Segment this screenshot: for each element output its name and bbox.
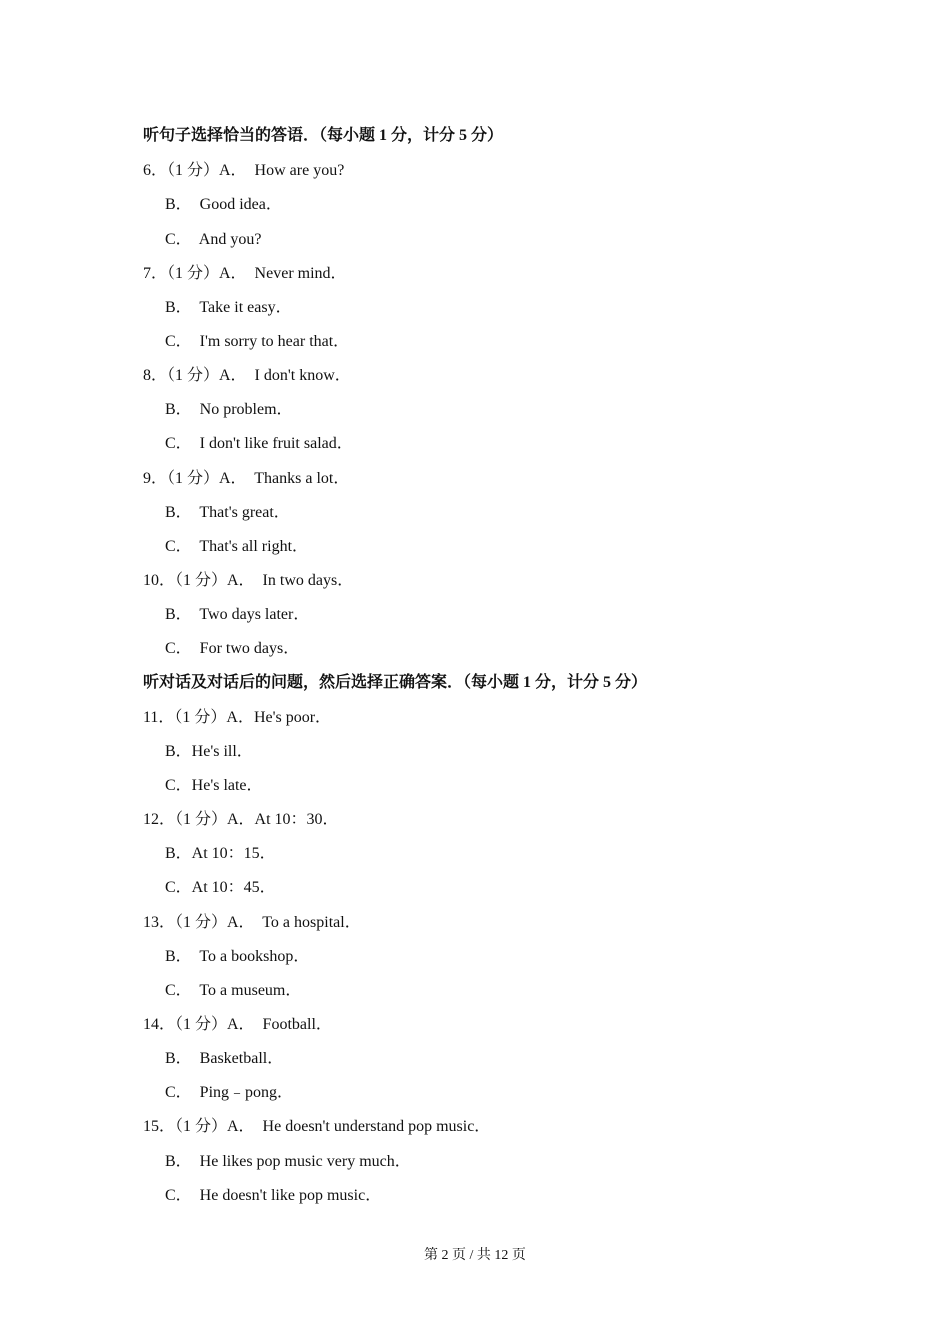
question-15-option-b: B． He likes pop music very much． <box>165 1153 411 1170</box>
question-9-option-c: C． That's all right． <box>165 538 309 555</box>
question-11-option-c: C．He's late． <box>165 777 263 794</box>
page-footer: 第 2 页 / 共 12 页 <box>424 1248 526 1263</box>
question-11-option-a: 11．（1 分）A．He's poor． <box>143 709 332 726</box>
question-7-option-c: C． I'm sorry to hear that． <box>165 333 350 350</box>
question-8-option-c: C． I don't like fruit salad． <box>165 435 353 452</box>
question-10-option-a: 10．（1 分）A． In two days． <box>143 572 354 589</box>
question-15-option-a: 15．（1 分）A． He doesn't understand pop music． <box>143 1118 491 1135</box>
section-heading-listening-dialogues: 听对话及对话后的问题，然后选择正确答案．（每小题 1 分，计分 5 分） <box>143 674 648 691</box>
question-6-option-a: 6．（1 分）A． How are you? <box>143 162 345 179</box>
question-12-option-a: 12．（1 分）A．At 10：30． <box>143 811 339 828</box>
question-10-option-c: C． For two days． <box>165 640 300 657</box>
question-9-option-b: B． That's great． <box>165 504 290 521</box>
question-12-option-c: C．At 10：45． <box>165 879 276 896</box>
question-14-option-b: B． Basketball． <box>165 1050 284 1067</box>
question-13-option-c: C． To a museum． <box>165 982 302 999</box>
question-13-option-b: B． To a bookshop． <box>165 948 310 965</box>
question-6-option-c: C． And you? <box>165 231 262 248</box>
question-14-option-c: C． Ping﹣pong． <box>165 1084 294 1101</box>
question-7-option-b: B． Take it easy． <box>165 299 292 316</box>
question-15-option-c: C． He doesn't like pop music． <box>165 1187 382 1204</box>
question-13-option-a: 13．（1 分）A． To a hospital． <box>143 914 361 931</box>
question-8-option-b: B． No problem． <box>165 401 293 418</box>
question-6-option-b: B． Good idea． <box>165 196 282 213</box>
question-7-option-a: 7．（1 分）A． Never mind． <box>143 265 347 282</box>
question-14-option-a: 14．（1 分）A． Football． <box>143 1016 332 1033</box>
question-12-option-b: B．At 10：15． <box>165 845 276 862</box>
question-8-option-a: 8．（1 分）A． I don't know． <box>143 367 351 384</box>
question-9-option-a: 9．（1 分）A． Thanks a lot． <box>143 470 350 487</box>
section-heading-listening-sentences: 听句子选择恰当的答语．（每小题 1 分，计分 5 分） <box>143 127 504 144</box>
question-11-option-b: B．He's ill． <box>165 743 253 760</box>
question-10-option-b: B． Two days later． <box>165 606 310 623</box>
